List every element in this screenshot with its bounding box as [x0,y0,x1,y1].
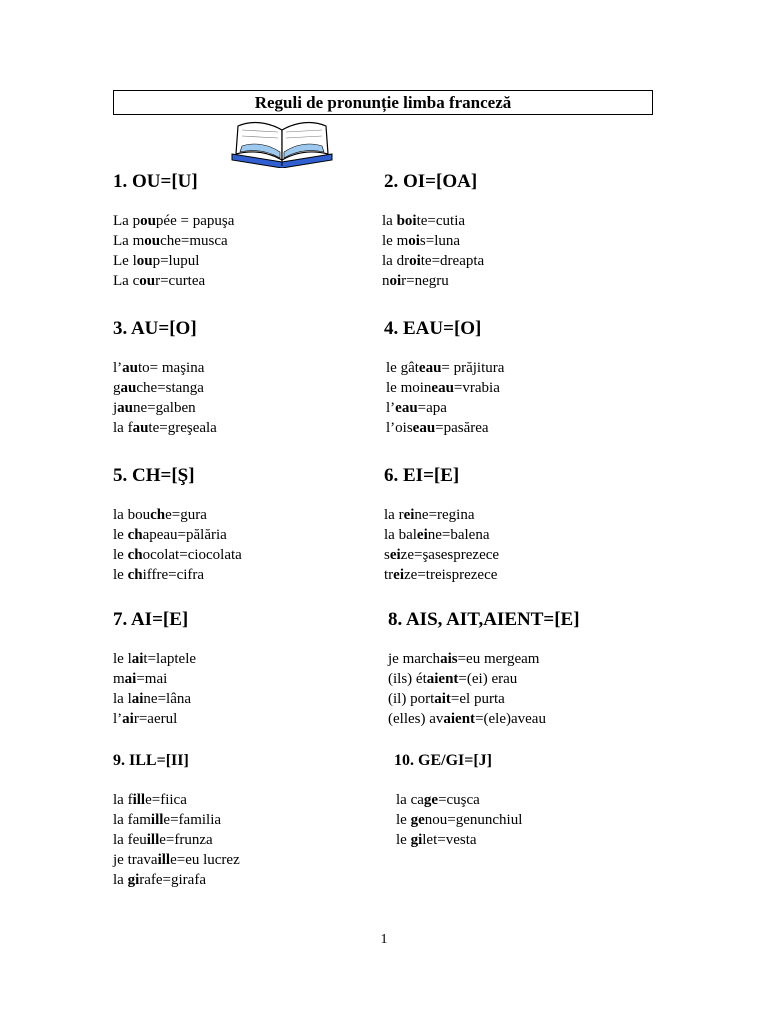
example-line: le chapeau=pălăria [113,527,227,543]
example-line: la fille=fiica [113,792,187,808]
example-line: (elles) avaient=(ele)aveau [388,711,546,727]
example-line: (ils) étaient=(ei) erau [388,671,518,687]
rule-heading: 9. ILL=[II] [113,752,189,769]
example-line: la boite=cutia [382,213,466,229]
example-list [113,358,217,438]
rule-heading: 10. GE/GI=[J] [394,752,493,769]
rule-heading: 5. CH=[Ş] [113,465,195,486]
example-line: l’oiseau=pasărea [386,420,489,436]
rule-section-10 [394,750,714,848]
example-line: le chocolat=ciocolata [113,547,242,563]
example-line: le moineau=vrabia [386,380,500,396]
rule-heading: 4. EAU=[O] [384,318,482,339]
example-line: noir=negru [382,273,449,289]
example-line: la baleine=balena [384,527,490,543]
example-line: la faute=greşeala [113,420,217,436]
example-line: l’auto= maşina [113,360,205,376]
example-line: le chiffre=cifra [113,567,205,583]
example-line: le mois=luna [382,233,461,249]
example-line: gauche=stanga [113,380,204,396]
page-title: Reguli de pronunție limba franceză [113,90,653,115]
rule-section-7 [113,609,433,727]
example-list [113,211,234,291]
example-list [382,211,484,291]
rule-section-2 [382,171,704,289]
rule-heading: 2. OI=[OA] [384,171,478,192]
example-list [386,358,504,438]
page-number: 1 [380,932,388,947]
example-line: le lait=laptele [113,651,197,667]
example-line: le gilet=vesta [396,832,477,848]
example-line: la girafe=girafa [113,872,206,888]
example-list [113,505,242,585]
example-line: la cage=cuşca [396,792,480,808]
example-line: je travaille=eu lucrez [113,852,240,868]
example-line: treize=treisprezece [384,567,498,583]
example-line: La mouche=musca [113,233,228,249]
rule-section-9 [113,750,433,888]
rule-heading: 3. AU=[O] [113,318,197,339]
example-line: La poupée = papuşa [113,213,235,229]
example-line: je marchais=eu mergeam [388,651,540,667]
example-line: le gâteau= prăjitura [386,360,505,376]
example-line: mai=mai [113,671,168,687]
rule-section-8 [388,609,708,727]
example-line: l’air=aerul [113,711,178,727]
rule-heading: 7. AI=[E] [113,609,189,630]
example-line: La cour=curtea [113,273,206,289]
example-list [388,649,546,729]
example-list [384,505,499,585]
example-line: la bouche=gura [113,507,207,523]
example-line: seize=şasesprezece [384,547,500,563]
example-line: (il) portait=el purta [388,691,505,707]
rule-section-6 [384,465,704,583]
example-line: la droite=dreapta [382,253,485,269]
example-line: la reine=regina [384,507,475,523]
example-list [113,790,240,890]
rule-heading: 1. OU=[U] [113,171,198,192]
example-list [113,649,196,729]
rule-section-4 [384,318,704,436]
open-book-icon [228,118,336,168]
example-line: jaune=galben [113,400,196,416]
rule-heading: 8. AIS, AIT,AIENT=[E] [388,609,580,630]
example-line: l’eau=apa [386,400,447,416]
example-line: la famille=familia [113,812,222,828]
example-line: Le loup=lupul [113,253,200,269]
example-line: la laine=lâna [113,691,192,707]
rule-heading: 6. EI=[E] [384,465,460,486]
example-line: le genou=genunchiul [396,812,523,828]
example-line: la feuille=frunza [113,832,213,848]
example-list [396,790,522,850]
